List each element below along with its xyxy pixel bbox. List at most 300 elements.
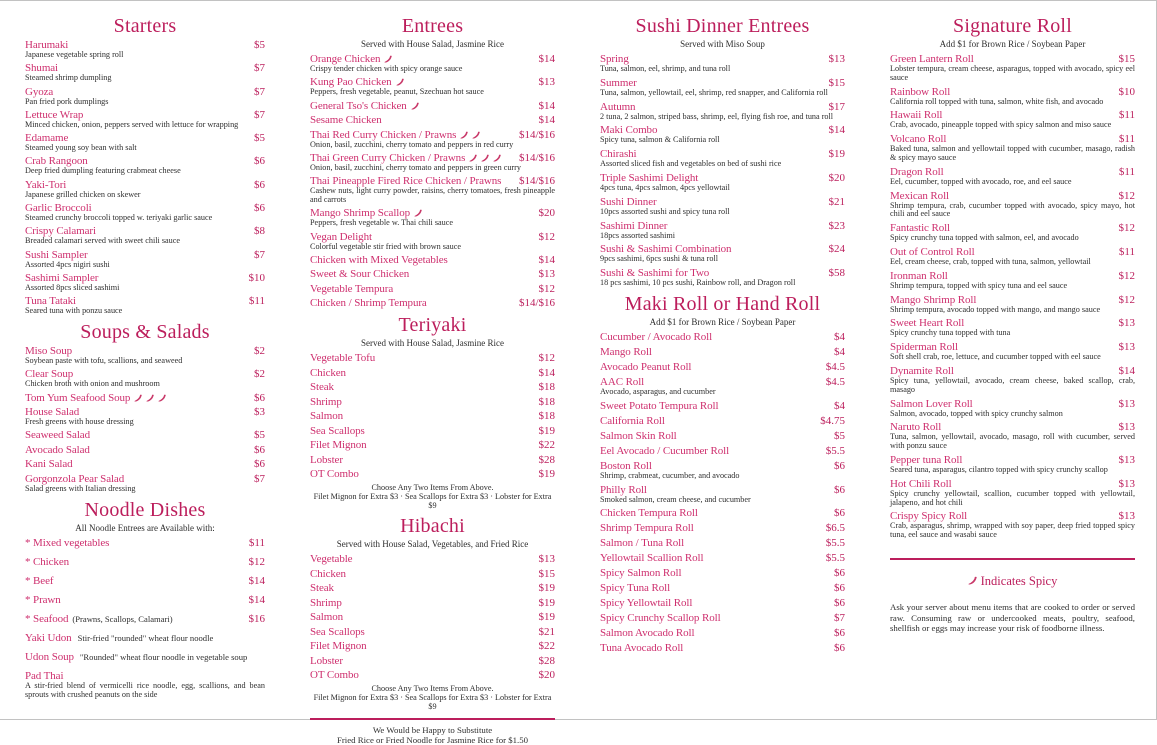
item-name: Spicy Salmon Roll xyxy=(600,567,682,580)
item-name: Filet Mignon xyxy=(310,640,367,653)
item-price: $6 xyxy=(254,178,265,191)
item-row xyxy=(310,597,555,609)
section-items xyxy=(600,331,845,654)
item-name: Yellowtail Scallion Roll xyxy=(600,552,704,565)
spicy-legend xyxy=(890,574,1135,588)
item-description: Tuna, salmon, yellowtail, eel, shrimp, red snapper, and California roll xyxy=(600,87,828,97)
menu-item xyxy=(600,582,845,594)
item-price: $8 xyxy=(254,225,265,238)
item-name: Edamame xyxy=(25,132,69,145)
item-row xyxy=(600,507,845,519)
item-description: 18pcs assorted sashimi xyxy=(600,230,676,240)
item-price: $18 xyxy=(538,381,555,394)
section-footnote-line: Choose Any Two Items From Above. xyxy=(371,482,494,492)
item-price: $6 xyxy=(834,642,845,655)
item-row xyxy=(310,626,555,638)
section-note-line: We Would be Happy to Substitute xyxy=(372,724,493,735)
menu-item xyxy=(600,415,845,427)
item-row xyxy=(600,220,845,232)
section-title: Entrees xyxy=(401,15,464,37)
item-price: $6 xyxy=(834,483,845,496)
item-price: $14 xyxy=(538,99,555,112)
item-name: Rainbow Roll xyxy=(890,85,951,98)
item-name-note: (Prawns, Scallops, Calamari) xyxy=(72,613,173,624)
menu-item xyxy=(310,425,555,437)
item-description: Assorted sliced fish and vegetables on bed of sushi rice xyxy=(600,159,782,169)
menu-item xyxy=(310,396,555,408)
menu-item xyxy=(890,86,1135,107)
item-description: Fresh greens with house dressing xyxy=(25,417,134,427)
item-name: Garlic Broccoli xyxy=(25,202,92,215)
item-row xyxy=(600,582,845,594)
item-description: Spicy crunchy tuna topped with tuna xyxy=(890,328,1011,338)
menu-item xyxy=(890,478,1135,508)
section-title: Maki Roll or Hand Roll xyxy=(624,292,821,315)
menu-item xyxy=(310,129,555,150)
menu-section xyxy=(600,15,845,288)
item-row xyxy=(310,396,555,408)
item-price: $13 xyxy=(538,268,555,281)
item-name: Thai Green Curry Chicken / Prawns xyxy=(310,152,501,164)
item-row xyxy=(600,612,845,624)
spicy-chili-icon xyxy=(481,154,489,162)
item-description: Shrimp tempura, avocado topped with mango, and mango sauce xyxy=(890,304,1101,314)
item-description: 2 tuna, 2 salmon, striped bass, shrimp, eel, flying fish roe, and tuna roll xyxy=(600,111,834,121)
menu-item xyxy=(25,225,265,246)
menu-item xyxy=(25,444,265,456)
item-price: $14/$16 xyxy=(518,128,555,141)
item-price: $10 xyxy=(248,271,265,284)
section-items xyxy=(310,553,555,681)
item-row xyxy=(310,352,555,364)
item-name: Sesame Chicken xyxy=(310,114,382,127)
menu-item xyxy=(310,175,555,205)
item-price: $2 xyxy=(254,345,265,358)
item-price: $14 xyxy=(538,53,555,65)
item-price: $7 xyxy=(254,472,265,485)
menu-item xyxy=(25,202,265,223)
menu-item xyxy=(890,510,1135,540)
item-name: Vegan Delight xyxy=(310,230,372,243)
item-name: Shrimp xyxy=(310,395,342,408)
item-name: Sashimi Sampler xyxy=(25,271,99,284)
menu-item xyxy=(600,627,845,639)
item-name: Gorgonzola Pear Salad xyxy=(25,472,125,485)
menu-item xyxy=(310,655,555,667)
menu-item xyxy=(600,597,845,609)
section-subtitle: Served with House Salad, Jasmine Rice xyxy=(361,39,504,49)
item-price: $14 xyxy=(248,593,265,606)
menu-item xyxy=(25,109,265,130)
menu-item xyxy=(310,454,555,466)
item-row xyxy=(310,655,555,667)
item-price: $13 xyxy=(1118,341,1135,354)
item-name: * Mixed vegetables xyxy=(25,536,110,549)
item-description: Tuna, salmon, eel, shrimp, and tuna roll xyxy=(600,64,731,73)
item-price: $19 xyxy=(538,468,555,481)
item-description: Soybean paste with tofu, scallions, and seaweed xyxy=(25,356,183,366)
item-price: $19 xyxy=(538,582,555,595)
menu-column-3 xyxy=(600,15,845,745)
item-name: Pad Thai xyxy=(25,669,64,682)
item-name: * Prawn xyxy=(25,593,61,606)
menu-item xyxy=(310,597,555,609)
item-row xyxy=(25,392,265,404)
item-price: $20 xyxy=(538,207,555,220)
item-row xyxy=(600,522,845,534)
item-name: Salmon Lover Roll xyxy=(890,397,973,410)
item-name: Chicken xyxy=(310,366,346,379)
menu-item xyxy=(890,246,1135,267)
item-price: $14 xyxy=(538,366,555,379)
menu-item xyxy=(600,101,845,122)
menu-item xyxy=(600,567,845,579)
item-description: Baked tuna, salmon and yellowtail topped with cucumber, masago, radish & spicy mayo sauce xyxy=(890,144,1135,162)
menu-item xyxy=(25,458,265,470)
menu-item xyxy=(890,222,1135,243)
item-row xyxy=(600,400,845,412)
item-price: $20 xyxy=(828,171,845,184)
item-name: Eel Avocado / Cucumber Roll xyxy=(600,444,730,457)
menu-item xyxy=(600,612,845,624)
item-description: Onion, basil, zucchini, cherry tomato and peppers in green curry xyxy=(310,162,521,172)
item-row xyxy=(310,669,555,681)
item-name: Chicken / Shrimp Tempura xyxy=(310,297,427,310)
item-row xyxy=(25,429,265,441)
item-row xyxy=(25,249,265,261)
item-description: Breaded calamari served with sweet chili sauce xyxy=(25,236,181,246)
menu-column-4 xyxy=(890,15,1135,745)
menu-item xyxy=(890,317,1135,338)
item-row xyxy=(310,640,555,652)
item-row xyxy=(600,567,845,579)
spicy-chili-icon xyxy=(158,394,166,402)
menu-item xyxy=(890,270,1135,291)
item-row xyxy=(25,632,265,644)
item-description: Onion, basil, zucchini, cherry tomato and peppers in red curry xyxy=(310,139,514,149)
item-row xyxy=(310,381,555,393)
item-name: Shrimp Tempura Roll xyxy=(600,522,694,535)
menu-item xyxy=(890,421,1135,451)
spicy-chili-icon xyxy=(414,209,422,217)
menu-section xyxy=(600,293,845,654)
menu-item xyxy=(25,62,265,83)
item-name: Spicy Tuna Roll xyxy=(600,582,671,595)
menu-item xyxy=(310,100,555,112)
item-price: $11 xyxy=(1118,133,1135,146)
item-row xyxy=(600,77,845,89)
menu-section xyxy=(25,15,265,316)
item-row xyxy=(310,425,555,437)
item-name: Gyoza xyxy=(25,85,54,98)
section-note-line: Fried Rice or Fried Noodle for Jasmine Rice for $1.50 xyxy=(336,734,529,745)
item-row xyxy=(310,410,555,422)
item-name: * Chicken xyxy=(25,555,70,568)
item-description: A stir-fried blend of vermicelli rice noodle, egg, scallions, and bean sprouts with crushed peanuts on the side xyxy=(25,680,265,699)
item-price: $5 xyxy=(254,39,265,51)
spicy-chili-icon xyxy=(411,102,419,110)
item-name: Pepper tuna Roll xyxy=(890,453,963,466)
item-price: $4 xyxy=(834,330,845,343)
item-name: * Seafood (Prawns, Scallops, Calamari) xyxy=(25,612,173,625)
item-row xyxy=(600,196,845,208)
item-name: Lobster xyxy=(310,654,343,667)
menu-item xyxy=(600,196,845,217)
menu-item xyxy=(600,148,845,169)
menu-item xyxy=(890,341,1135,362)
item-price: $5 xyxy=(254,429,265,442)
item-description: Shrimp tempura, crab, cucumber topped with avocado, spicy mayo, hot chili and eel sauce xyxy=(890,200,1135,219)
item-description: 18 pcs sashimi, 10 pcs sushi, Rainbow roll, and Dragon roll xyxy=(600,278,796,288)
item-description: Eel, cucumber, topped with avocado, roe, and eel sauce xyxy=(890,176,1072,186)
item-row xyxy=(890,86,1135,98)
item-description: Japanese grilled chicken on skewer xyxy=(25,189,141,199)
spicy-chili-icon xyxy=(460,131,468,139)
item-price: $5.5 xyxy=(825,552,845,565)
section-items xyxy=(310,53,555,309)
item-name: General Tso's Chicken xyxy=(310,100,419,112)
menu-item xyxy=(25,249,265,270)
item-row xyxy=(25,670,265,682)
item-name: Sea Scallops xyxy=(310,424,365,437)
item-row xyxy=(310,454,555,466)
menu-item xyxy=(310,352,555,364)
item-price: $11 xyxy=(1118,165,1135,178)
menu-item xyxy=(310,231,555,252)
item-row xyxy=(310,582,555,594)
item-price: $4.75 xyxy=(820,414,845,427)
item-name: Chicken with Mixed Vegetables xyxy=(310,253,448,266)
menu-item xyxy=(25,613,265,625)
item-price: $6 xyxy=(834,507,845,520)
menu-item xyxy=(25,179,265,200)
menu-item xyxy=(310,611,555,623)
item-name: Clear Soup xyxy=(25,368,74,381)
menu-item xyxy=(600,484,845,505)
menu-item xyxy=(600,445,845,457)
item-row xyxy=(310,297,555,309)
item-name: Crispy Calamari xyxy=(25,225,96,238)
item-name: Sushi Dinner xyxy=(600,195,657,208)
item-price: $16 xyxy=(248,612,265,625)
menu-item xyxy=(890,133,1135,163)
item-name: Spicy Crunchy Scallop Roll xyxy=(600,612,721,625)
menu-item xyxy=(310,207,555,228)
item-description: Tuna, salmon, yellowtail, avocado, masago, roll with cucumber, served with ponzu sauce xyxy=(890,432,1135,451)
item-name: Summer xyxy=(600,76,637,89)
item-description: Spicy tuna, salmon & California roll xyxy=(600,135,720,145)
item-row xyxy=(890,398,1135,410)
item-description: Peppers, fresh vegetable w. Thai chili sauce xyxy=(310,218,454,228)
item-price: $11 xyxy=(1118,245,1135,258)
menu-item xyxy=(600,172,845,193)
item-row xyxy=(310,114,555,126)
item-price: $13 xyxy=(1118,421,1135,434)
item-price: $6 xyxy=(254,202,265,215)
section-title: Sushi Dinner Entrees xyxy=(635,15,810,37)
menu-item xyxy=(600,537,845,549)
item-name: Chicken Tempura Roll xyxy=(600,507,698,520)
item-row xyxy=(25,458,265,470)
item-name: Vegetable xyxy=(310,553,353,566)
menu-item xyxy=(890,109,1135,130)
item-description: Seared tuna, asparagus, cilantro topped with spicy crunchy scallop xyxy=(890,464,1108,474)
item-name: Out of Control Roll xyxy=(890,245,975,258)
item-price: $6 xyxy=(834,567,845,580)
item-price: $58 xyxy=(828,267,845,280)
item-price: $19 xyxy=(538,596,555,609)
item-price: $11 xyxy=(248,536,265,549)
item-description: Deep fried dumpling featuring crabmeat cheese xyxy=(25,166,181,176)
menu-footer xyxy=(890,558,1135,634)
menu-item xyxy=(600,346,845,358)
item-name: Chicken xyxy=(310,567,346,580)
item-name: Salmon Avocado Roll xyxy=(600,627,695,640)
item-description: Smoked salmon, cream cheese, and cucumber xyxy=(600,494,751,504)
item-row xyxy=(25,86,265,98)
item-price: $6 xyxy=(254,391,265,404)
item-name: Hawaii Roll xyxy=(890,109,943,122)
item-name: Fantastic Roll xyxy=(890,222,951,235)
item-price: $10 xyxy=(1118,85,1135,98)
item-price: $14 xyxy=(828,124,845,137)
item-price: $28 xyxy=(538,654,555,667)
item-price: $7 xyxy=(254,62,265,75)
item-price: $7 xyxy=(834,612,845,625)
item-price: $20 xyxy=(538,669,555,682)
item-description: Peppers, fresh vegetable, peanut, Szechuan hot sauce xyxy=(310,87,484,97)
item-name: Vegetable Tempura xyxy=(310,282,394,295)
item-description: Minced chicken, onion, peppers served with lettuce for wrapping xyxy=(25,119,239,129)
item-name: OT Combo xyxy=(310,669,359,682)
item-row xyxy=(890,270,1135,282)
item-description: Seared tuna with ponzu sauce xyxy=(25,306,123,316)
item-price: $14/$16 xyxy=(518,297,555,310)
item-row xyxy=(600,642,845,654)
menu-item xyxy=(310,254,555,266)
item-price: $12 xyxy=(248,555,265,568)
section-title: Hibachi xyxy=(400,515,465,538)
item-name: Tom Yum Seafood Soup xyxy=(25,392,166,404)
menu-item xyxy=(890,166,1135,187)
item-row xyxy=(310,283,555,295)
item-price: $15 xyxy=(1118,53,1135,65)
item-name: Udon Soup "Rounded" wheat flour noodle in vegetable soup xyxy=(25,650,248,663)
item-row xyxy=(600,101,845,113)
item-name: Crispy Spicy Roll xyxy=(890,510,968,523)
item-price: $15 xyxy=(538,567,555,580)
item-description: Avocado, asparagus, and cucumber xyxy=(600,386,716,396)
item-name: Autumn xyxy=(600,100,636,113)
item-price: $13 xyxy=(828,53,845,65)
item-price: $19 xyxy=(828,148,845,161)
menu-item xyxy=(25,392,265,404)
menu-item xyxy=(600,267,845,288)
item-price: $21 xyxy=(538,625,555,638)
item-name: Spring xyxy=(600,53,629,65)
item-price: $6.5 xyxy=(825,522,845,535)
item-row xyxy=(890,294,1135,306)
item-inline-description: Stir-fried "rounded" wheat flour noodle xyxy=(77,632,214,643)
item-name: Salmon / Tuna Roll xyxy=(600,537,685,550)
item-name: Ironman Roll xyxy=(890,269,948,282)
section-subtitle: Served with House Salad, Vegetables, and Fried Rice xyxy=(336,539,529,550)
item-name: Yaki-Tori xyxy=(25,178,67,191)
item-name: Spicy Yellowtail Roll xyxy=(600,597,693,610)
item-price: $7 xyxy=(254,108,265,121)
item-description: Steamed young soy bean with salt xyxy=(25,143,137,153)
section-footnote-line: Filet Mignon for Extra $3 · Sea Scallops for Extra $3 · Lobster for Extra $9 xyxy=(313,693,552,712)
menu-item xyxy=(310,669,555,681)
item-name: Sushi & Sashimi for Two xyxy=(600,267,710,280)
item-price: $4.5 xyxy=(825,360,845,373)
item-price: $5 xyxy=(834,429,845,442)
item-row xyxy=(310,231,555,243)
spicy-chili-icon xyxy=(493,154,501,162)
item-name: Triple Sashimi Delight xyxy=(600,171,699,184)
item-price: $6 xyxy=(834,582,845,595)
section-items xyxy=(25,345,265,494)
item-row xyxy=(600,627,845,639)
menu-item xyxy=(310,53,555,74)
item-name: Harumaki xyxy=(25,39,69,51)
menu-item xyxy=(890,454,1135,475)
item-description: 9pcs sashimi, 6pcs sushi & tuna roll xyxy=(600,254,719,264)
menu-item xyxy=(310,439,555,451)
menu-section xyxy=(890,15,1135,540)
item-description: Japanese vegetable spring roll xyxy=(25,50,124,59)
item-row xyxy=(600,484,845,496)
item-description: Crab, asparagus, shrimp, wrapped with soy paper, deep fried topped spicy tuna, eel sauce and wasabi sauce xyxy=(890,521,1135,540)
section-items xyxy=(890,53,1135,540)
menu-item xyxy=(25,345,265,366)
spicy-chili-icon xyxy=(146,394,154,402)
section-subtitle: Served with Miso Soup xyxy=(680,39,765,49)
item-price: $13 xyxy=(1118,317,1135,330)
item-description: 10pcs assorted sushi and spicy tuna roll xyxy=(600,206,730,216)
item-name: Yaki Udon Stir-fried "rounded" wheat flour noodle xyxy=(25,631,214,644)
item-name: Cucumber / Avocado Roll xyxy=(600,330,713,343)
menu-item xyxy=(600,124,845,145)
item-price: $11 xyxy=(248,295,265,308)
menu-item xyxy=(890,398,1135,419)
item-name: Steak xyxy=(310,582,334,595)
menu-item xyxy=(25,295,265,316)
item-price: $3 xyxy=(254,406,265,419)
item-price: $14 xyxy=(1118,364,1135,377)
section-subtitle: Add $1 for Brown Rice / Soybean Paper xyxy=(939,39,1086,49)
item-price: $6 xyxy=(834,597,845,610)
item-row xyxy=(25,537,265,549)
item-price: $7 xyxy=(254,85,265,98)
menu-item xyxy=(25,575,265,587)
item-price: $4 xyxy=(834,399,845,412)
item-name: Sweet Potato Tempura Roll xyxy=(600,399,719,412)
item-name: Filet Mignon xyxy=(310,439,367,452)
item-description: Steamed shrimp dumpling xyxy=(25,73,112,83)
item-name: California Roll xyxy=(600,414,665,427)
item-description: Spicy crunchy tuna topped with salmon, eel, and avocado xyxy=(890,233,1079,243)
menu-item xyxy=(600,522,845,534)
item-price: $12 xyxy=(538,230,555,243)
section-footnotes xyxy=(310,483,555,511)
menu-item xyxy=(310,410,555,422)
item-name: Kung Pao Chicken xyxy=(310,76,404,88)
section-title: Soups & Salads xyxy=(80,321,210,344)
item-price: $14 xyxy=(248,574,265,587)
item-row xyxy=(600,445,845,457)
spicy-chili-icon xyxy=(134,394,142,402)
